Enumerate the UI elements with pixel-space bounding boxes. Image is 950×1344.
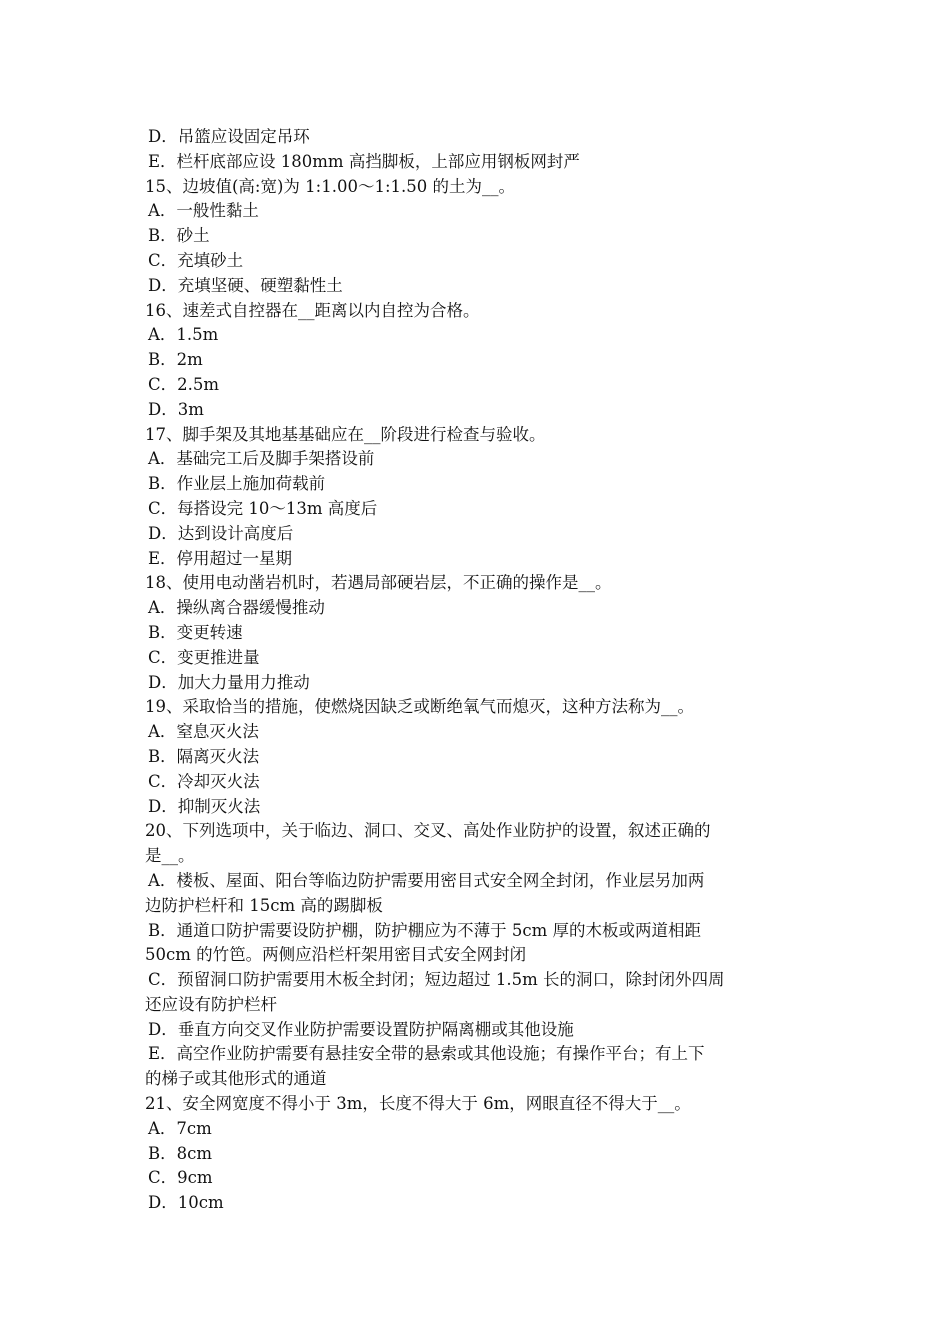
answer-option-line: A．一般性黏土 [148,201,259,221]
answer-option-line: C．充填砂土 [148,250,244,270]
answer-option-line: C．变更推进量 [148,647,260,667]
answer-option-line: B．2m [148,350,203,370]
answer-option-line: A．窒息灭火法 [148,722,259,742]
answer-option-line: D．3m [148,399,204,419]
answer-option-line: C．2.5m [148,374,220,394]
question-text-line: 15、边坡值(高:宽)为 1:1.00～1:1.50 的土为__。 [145,176,516,196]
question-text-line: 21、安全网宽度不得小于 3m，长度不得大于 6m，网眼直径不得大于__。 [145,1094,691,1114]
question-text-line: 18、使用电动凿岩机时，若遇局部硬岩层，不正确的操作是__。 [145,573,612,593]
question-text-line: 16、速差式自控器在__距离以内自控为合格。 [145,300,480,320]
answer-option-line: B．隔离灭火法 [148,746,260,766]
question-text-line: 还应设有防护栏杆 [145,994,277,1014]
answer-option-line: B．作业层上施加荷载前 [148,474,326,494]
answer-option-line: D．抑制灭火法 [148,796,261,816]
document-page [145,125,810,1216]
answer-option-line: E．停用超过一星期 [148,548,293,568]
question-text-line: 17、脚手架及其地基基础应在__阶段进行检查与验收。 [145,424,546,444]
answer-option-line: A．1.5m [148,325,219,345]
question-text-line: 50cm 的竹笆。两侧应沿栏杆架用密目式安全网封闭 [145,945,527,965]
question-text-line: 19、采取恰当的措施，使燃烧因缺乏或断绝氧气而熄灭，这种方法称为__。 [145,697,694,717]
answer-option-line: D．达到设计高度后 [148,523,294,543]
answer-option-line: A．7cm [148,1118,212,1138]
answer-option-line: C．每搭设完 10～13m 高度后 [148,498,378,518]
answer-option-line: C．9cm [148,1168,213,1188]
answer-option-line: A．操纵离合器缓慢推动 [148,598,325,618]
answer-option-line: A．楼板、屋面、阳台等临边防护需要用密目式安全网全封闭，作业层另加两 [148,870,705,890]
answer-option-line: A．基础完工后及脚手架搭设前 [148,449,375,469]
question-text-line: 20、下列选项中，关于临边、洞口、交叉、高处作业防护的设置，叙述正确的 [145,821,711,841]
answer-option-line: C．冷却灭火法 [148,771,260,791]
answer-option-line: B．变更转速 [148,622,243,642]
answer-option-line: D．垂直方向交叉作业防护需要设置防护隔离棚或其他设施 [148,1019,574,1039]
answer-option-line: E．高空作业防护需要有悬挂安全带的悬索或其他设施；有操作平台；有上下 [148,1044,705,1064]
answer-option-line: D．充填坚硬、硬塑黏性土 [148,275,343,295]
answer-option-line: B．8cm [148,1143,213,1163]
answer-option-line: E．栏杆底部应设 180mm 高挡脚板，上部应用钢板网封严 [148,151,580,171]
question-text-line: 边防护栏杆和 15cm 高的踢脚板 [145,895,383,915]
question-text-line: 是__。 [145,846,195,866]
answer-option-line: B．砂土 [148,226,210,246]
answer-option-line: D．加大力量用力推动 [148,672,310,692]
answer-option-line: C．预留洞口防护需要用木板全封闭；短边超过 1.5m 长的洞口，除封闭外四周 [148,970,725,990]
answer-option-line: B．通道口防护需要设防护棚，防护棚应为不薄于 5cm 厚的木板或两道相距 [148,920,701,940]
question-text-line: 的梯子或其他形式的通道 [145,1069,327,1089]
answer-option-line: D．10cm [148,1193,224,1213]
answer-option-line: D．吊篮应设固定吊环 [148,127,310,146]
